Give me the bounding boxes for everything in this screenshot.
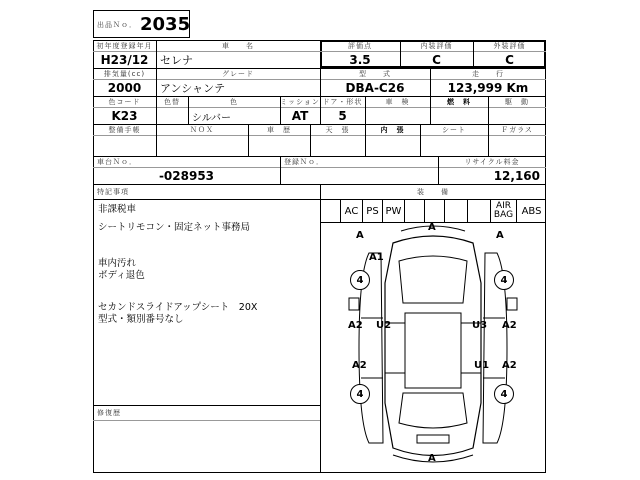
equip-cell-7 <box>444 200 467 222</box>
lot-number: 2035 <box>140 14 191 35</box>
equip-airbag: AIR BAG <box>490 200 516 222</box>
note-line-4: 車内汚れ <box>98 258 137 269</box>
recycle-fee: 12,160 <box>493 169 540 183</box>
lot-number-box <box>93 10 190 38</box>
glass-label: Ｆガラス <box>501 126 533 134</box>
damage-mark-right-rear: A2 <box>502 360 517 371</box>
damage-mark-front-left: A <box>356 230 364 241</box>
maintenance-label: 整備手帳 <box>108 126 141 134</box>
equip-cell-6 <box>424 200 444 222</box>
note-line-1: 非課税車 <box>98 204 137 215</box>
color-change-label: 色替 <box>164 98 180 106</box>
doors: 5 <box>338 109 347 123</box>
equip-cell-5 <box>404 200 424 222</box>
mileage-label: 走 行 <box>472 70 504 78</box>
color: シルバー <box>192 112 232 124</box>
drive-label: 駆 動 <box>505 98 529 106</box>
tire-front-left: 4 <box>350 270 370 290</box>
notes-header: 特記事項 <box>97 188 129 196</box>
tire-front-right: 4 <box>494 270 514 290</box>
reg-year: H23/12 <box>100 53 149 67</box>
damage-mark-left-front-door: A2 <box>348 320 363 331</box>
damage-mark-right-rear-inner: U1 <box>474 360 490 371</box>
equip-cell-8 <box>467 200 490 222</box>
grade-label: グレード <box>222 70 254 78</box>
car-name-label: 車 名 <box>222 42 254 50</box>
score-label: 評価点 <box>348 42 372 50</box>
equipment-header: 装 備 <box>417 188 449 196</box>
chassis-number: -028953 <box>158 169 215 183</box>
chassis-label: 車台Ｎｏ． <box>97 158 137 166</box>
color-code-label: 色コード <box>108 98 141 106</box>
doors-label: ドア・形状 <box>322 98 363 106</box>
damage-mark-left-inner: U2 <box>376 320 392 331</box>
exterior-label: 外装評価 <box>493 42 526 50</box>
car-diagram <box>321 223 545 472</box>
interior-grade: C <box>432 53 441 67</box>
tire-rear-right: 4 <box>494 384 514 404</box>
repair-header: 修復歴 <box>97 409 121 417</box>
recycle-label: リサイクル料金 <box>464 158 520 166</box>
model: DBA-C26 <box>345 81 405 95</box>
fuel-label: 燃 料 <box>447 98 471 106</box>
displacement: 2000 <box>107 81 142 95</box>
damage-mark-front: A <box>428 222 436 233</box>
interior-label: 内装評価 <box>420 42 453 50</box>
car-name: セレナ <box>160 54 193 67</box>
interior-trim-label: 内 張 <box>380 126 405 134</box>
history-label: 車 歴 <box>267 126 291 134</box>
model-label: 型 式 <box>359 70 391 78</box>
damage-mark-right-inner: U3 <box>472 320 488 331</box>
note-line-2: シートリモコン・固定ネット事務局 <box>98 222 251 233</box>
tire-rear-left: 4 <box>350 384 370 404</box>
damage-mark-right-front-door: A2 <box>502 320 517 331</box>
score: 3.5 <box>349 53 371 67</box>
lot-number-label: 出品Ｎｏ． <box>97 21 137 29</box>
note-line-5: ボディ退色 <box>98 270 145 281</box>
equip-pw: PW <box>382 200 404 222</box>
damage-mark-front-right: A <box>496 230 504 241</box>
transmission-label: ミッション <box>280 98 320 106</box>
note-line-8: セカンドスライドアップシート 20X <box>98 302 258 313</box>
nox-label: ＮＯＸ <box>190 126 214 134</box>
equip-ps: PS <box>362 200 382 222</box>
note-line-9: 型式・類別番号なし <box>98 314 184 325</box>
displacement-label: 排気量(cc) <box>103 70 146 78</box>
equip-cell-1 <box>320 200 340 222</box>
seat-label: シート <box>442 126 466 134</box>
grade: アンシャンテ <box>160 82 226 95</box>
color-code: K23 <box>111 109 138 123</box>
damage-mark-hood: A1 <box>369 252 384 263</box>
color-label: 色 <box>230 98 238 106</box>
exterior-grade: C <box>505 53 514 67</box>
roof-label: 天 張 <box>325 126 350 134</box>
equip-ac: AC <box>340 200 362 222</box>
equip-abs: ABS <box>516 200 546 222</box>
reg-year-label: 初年度登録年月 <box>96 42 153 50</box>
transmission: AT <box>291 109 309 123</box>
registration-label: 登録Ｎｏ． <box>284 158 324 166</box>
damage-mark-left-rear: A2 <box>352 360 367 371</box>
damage-mark-rear: A <box>428 453 436 464</box>
vehicle-check-label: 車 検 <box>385 98 410 106</box>
mileage: 123,999 Km <box>447 81 529 95</box>
